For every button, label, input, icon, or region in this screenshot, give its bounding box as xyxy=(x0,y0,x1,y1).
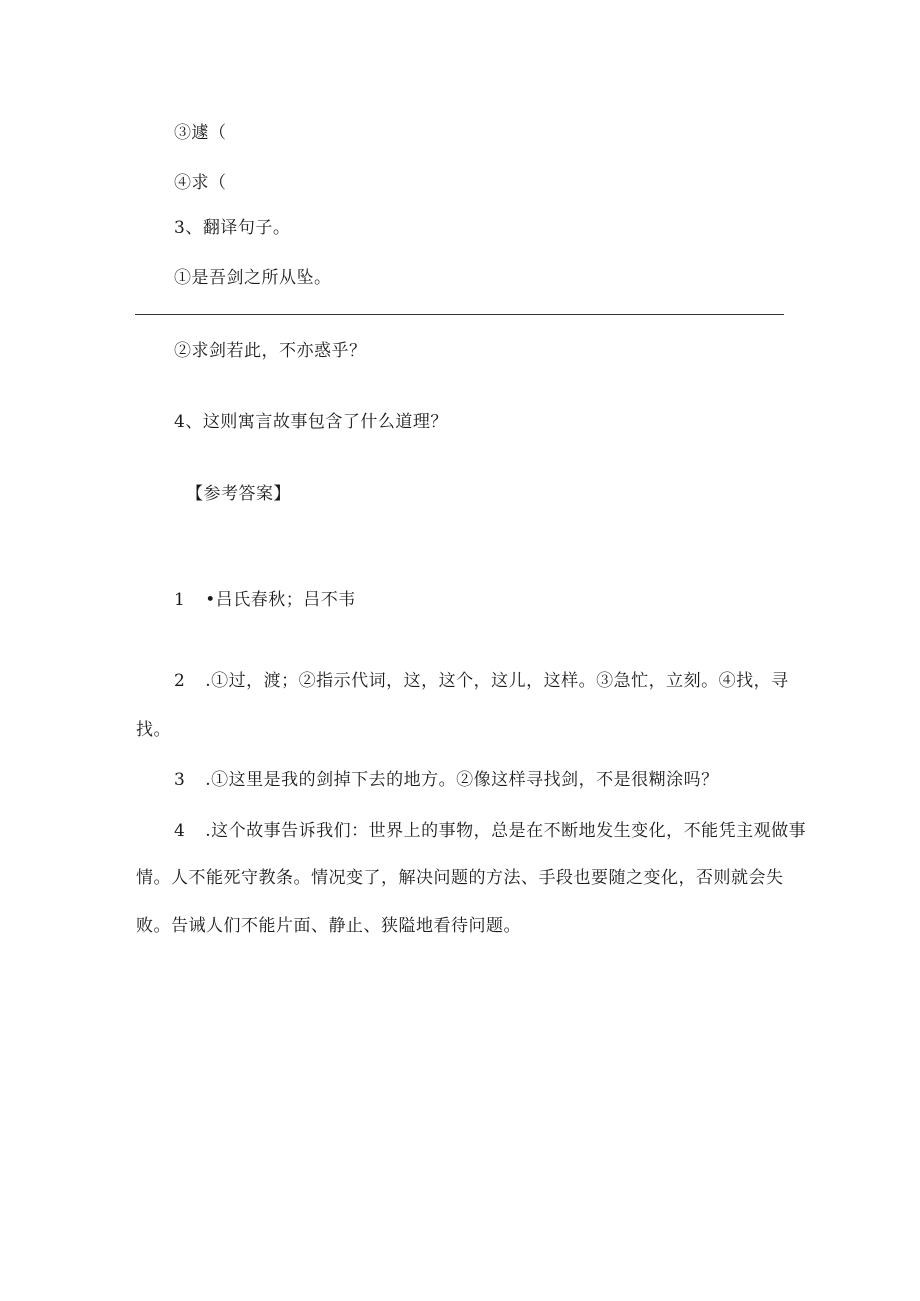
question-2-item-3: ③遽（ xyxy=(174,123,227,143)
question-3-item-1: ①是吾剑之所从坠。 xyxy=(174,268,332,288)
answer-1-number: 1 xyxy=(174,590,186,610)
answer-3-number: 3 xyxy=(174,770,186,790)
answer-3-text: .①这里是我的剑掉下去的地方。②像这样寻找剑，不是很糊涂吗？ xyxy=(205,770,719,790)
answer-3 xyxy=(174,768,719,792)
answer-1-text: •吕氏春秋；吕不韦 xyxy=(205,590,356,610)
question-4-title: 4、这则寓言故事包含了什么道理？ xyxy=(174,412,448,432)
answer-4-text-line1: .这个故事告诉我们：世界上的事物，总是在不断地发生变化，不能凭主观做事 xyxy=(205,821,807,841)
answer-heading: 【参考答案】 xyxy=(186,484,291,504)
answer-line xyxy=(135,314,784,315)
question-3-title: 3、翻译句子。 xyxy=(174,218,291,238)
answer-4-number: 4 xyxy=(174,821,186,841)
answer-2-text-line1: .①过，渡；②指示代词，这，这个，这儿，这样。③急忙，立刻。④找，寻 xyxy=(205,671,789,691)
answer-2 xyxy=(174,669,789,693)
question-3-item-2: ②求剑若此，不亦惑乎？ xyxy=(174,341,367,361)
answer-1 xyxy=(174,588,356,612)
answer-4 xyxy=(174,819,806,843)
answer-2-number: 2 xyxy=(174,671,186,691)
answer-2-text-line2: 找。 xyxy=(136,720,171,740)
answer-4-text-line3: 败。告诫人们不能片面、静止、狭隘地看待问题。 xyxy=(136,916,521,936)
question-2-item-4: ④求（ xyxy=(174,173,227,193)
answer-4-text-line2: 情。人不能死守教条。情况变了，解决问题的方法、手段也要随之变化，否则就会失 xyxy=(136,868,784,888)
